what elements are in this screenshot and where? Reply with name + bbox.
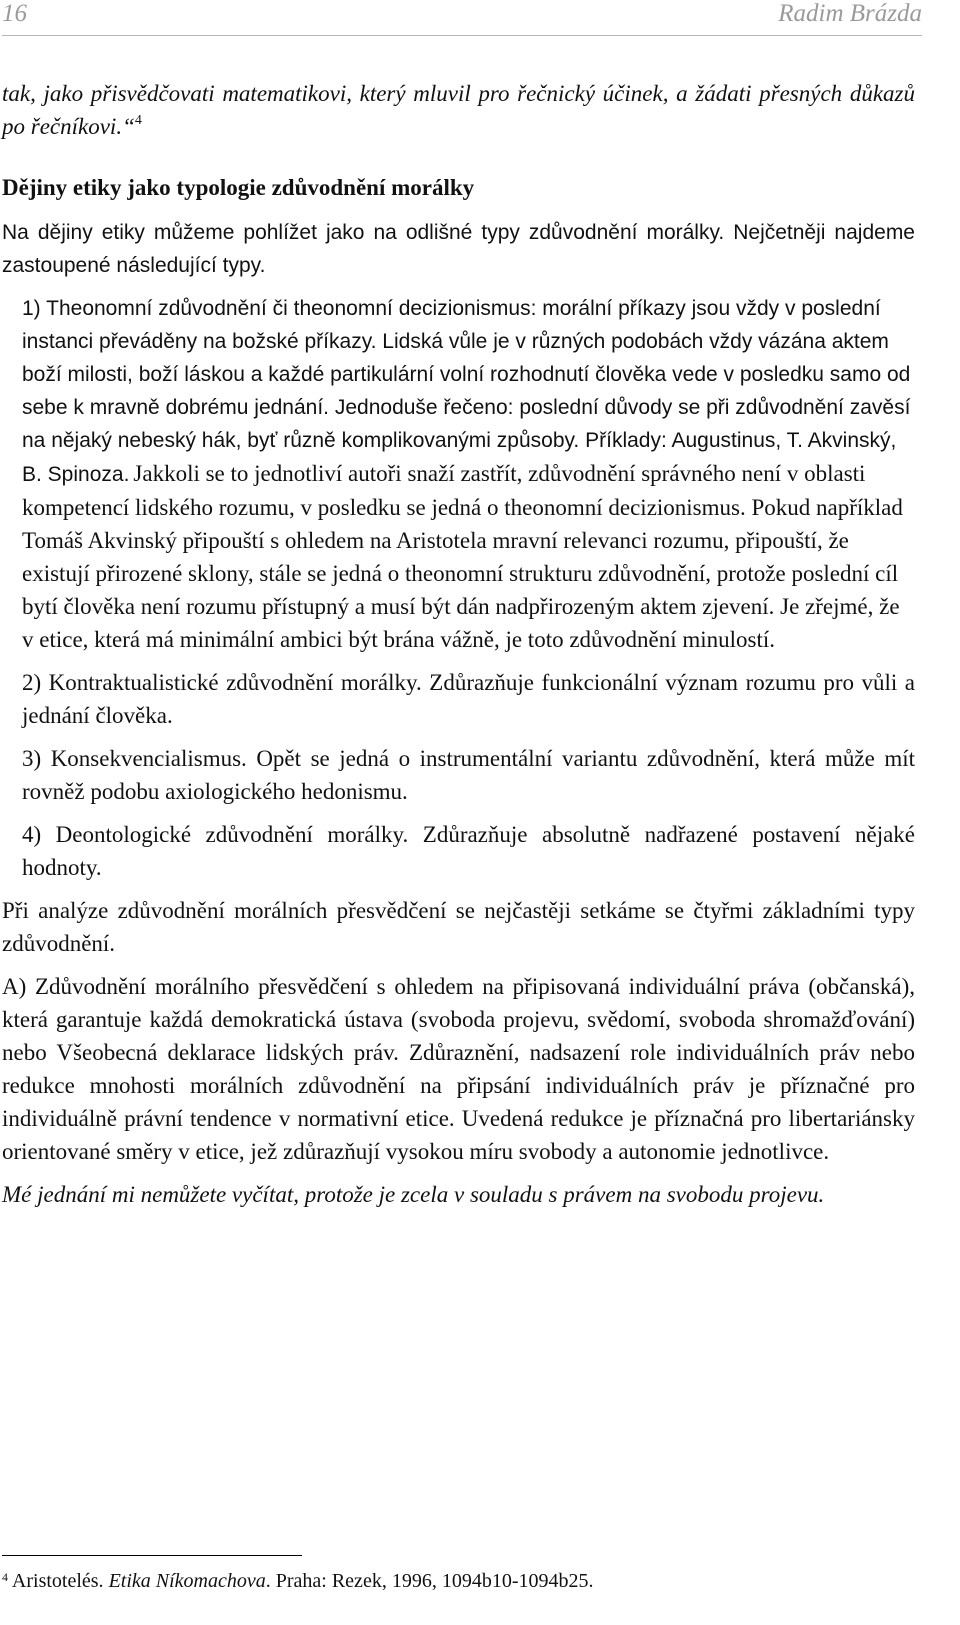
list-item-4: 4) Deontologické zdůvodnění morálky. Zdůrazňuje absolutně nadřazené postavení nějaké hodnoty. xyxy=(22,822,915,880)
footnote-title: Etika Níkomachova xyxy=(108,1570,266,1592)
list-item-3: 3) Konsekvencialismus. Opět se jedná o instrumentální variantu zdůvodnění, která může mít rovněž podobu axiologického hedonismu. xyxy=(22,746,915,804)
list-item-1-serif-text: Jakkoli se to jednotliví autoři snaží zastřít, zdůvodnění správného není v oblasti kompetencí lidského rozumu, v posledku se jedná o theonomní decizionismus. Pokud například Tomáš Akvinský připouští s ohledem na Aristotela mravní relevanci rozumu, připouští, že existují přirozené sklony, stále se jedná o theonomní strukturu zdůvodnění, protože poslední cíl bytí člověka není rozumu přístupný a musí být dán nadpřirozeným aktem zjevení. Je zřejmé, že v etice, která má minimální ambici být brána vážně, je toto zdůvodnění minulostí. xyxy=(22,461,903,652)
footnote-divider xyxy=(2,1555,302,1556)
section-heading: Dějiny etiky jako typologie zdůvodnění morálky xyxy=(2,175,475,200)
footnote-number: 4 xyxy=(2,1570,8,1584)
example-quote: Mé jednání mi nemůžete vyčítat, protože je zcela v souladu s právem na svobodu projevu. xyxy=(2,1182,825,1207)
analysis-paragraph: Při analýze zdůvodnění morálních přesvědčení se nejčastěji setkáme se čtyřmi základními typy zdůvodnění. xyxy=(2,898,915,956)
footnote-publication: . Praha: Rezek, 1996, 1094b10-1094b25. xyxy=(265,1570,594,1592)
intro-quote-paragraph xyxy=(2,77,915,143)
header-divider xyxy=(2,35,922,36)
footnote-author: Aristotelés. xyxy=(11,1570,104,1592)
main-content xyxy=(2,77,915,1211)
footnote-reference[interactable]: 4 xyxy=(134,113,142,128)
page-header xyxy=(2,0,922,30)
running-title: Radim Brázda xyxy=(778,0,922,27)
list-item-1-sans-text: 1) Theonomní zdůvodnění či theonomní decizionismus: morální příkazy jsou vždy v poslední instanci převáděny na božské příkazy. Lidská vůle je v různých podobách vždy vázána aktem boží milosti, boží láskou a každé partikulární volní rozhodnutí člověka vede v posledku samo od sebe k mravně dobrému jednání. Jednoduše řečeno: poslední důvody se při zdůvodnění zavěsí na nějaký nebeský hák, byť různě komplikovanými způsoby. Příklady: Augustinus, T. Akvinský, B. Spinoza. xyxy=(22,297,911,486)
page-number: 16 xyxy=(2,0,27,27)
list-item-2: 2) Kontraktualistické zdůvodnění morálky. Zdůrazňuje funkcionální význam rozumu pro vůli a jednání člověka. xyxy=(22,670,915,728)
footnote xyxy=(2,1568,915,1594)
list-item-1 xyxy=(2,292,915,656)
intro-quote-text: tak, jako přisvědčovati matematikovi, který mluvil pro řečnický účinek, a žádati přesných důkazů po řečníkovi.“ xyxy=(2,81,915,139)
section-lead-paragraph: Na dějiny etiky můžeme pohlížet jako na odlišné typy zdůvodnění morálky. Nejčetněji najdeme zastoupené následující typy. xyxy=(2,221,915,277)
point-a-paragraph: A) Zdůvodnění morálního přesvědčení s ohledem na připisovaná individuální práva (občanská), která garantuje každá demokratická ústava (svoboda projevu, svědomí, svoboda shromažďování) nebo Všeobecná deklarace lidských práv. Zdůraznění, nadsazení role individuálních práv nebo redukce mnohosti morálních zdůvodnění na připsání individuálních práv je příznačné pro individuálně právní tendence v normativní etice. Uvedená redukce je příznačná pro libertariánsky orientované směry v etice, jež zdůrazňují vysokou míru svobody a autonomie jednotlivce. xyxy=(2,974,915,1164)
